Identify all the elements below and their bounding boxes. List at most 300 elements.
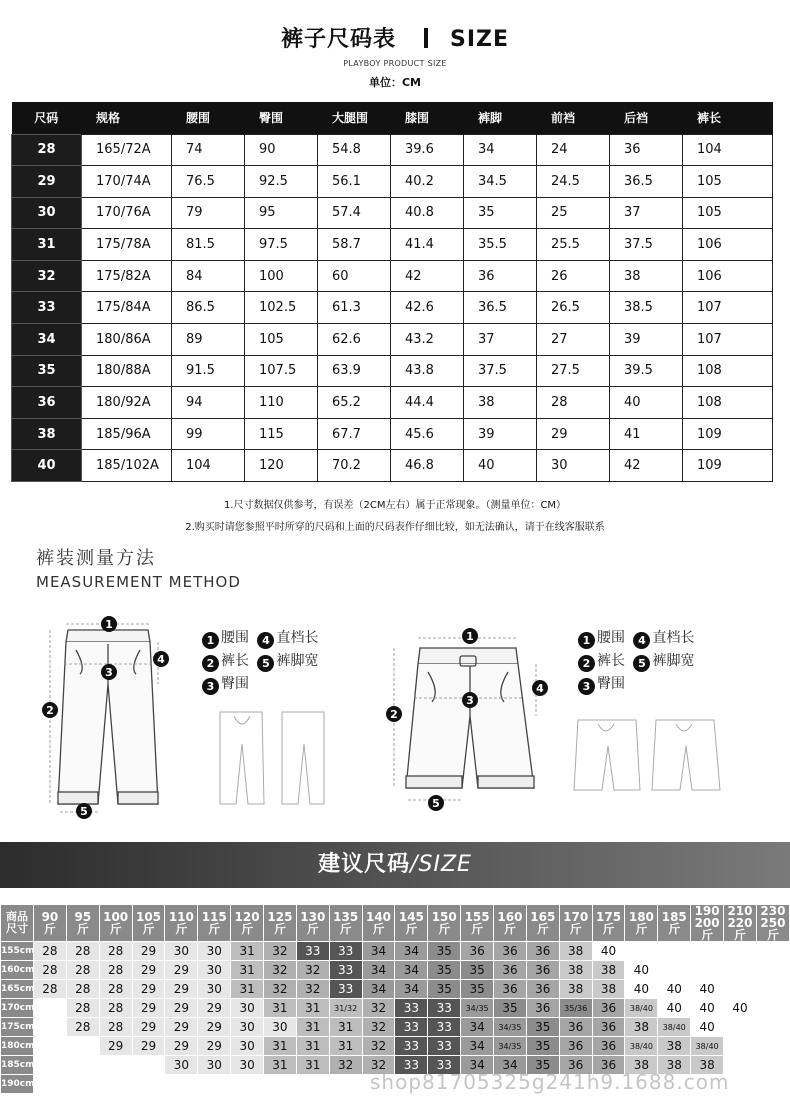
weight-value: 180 — [628, 910, 654, 924]
recommend-cell: 29 — [132, 942, 165, 961]
shop-watermark: shop81705325g241h9.1688.com — [370, 1070, 730, 1094]
weight-unit: 斤 — [76, 922, 89, 936]
recommend-cell: 34 — [395, 961, 428, 980]
legend-label: 臀围 — [597, 676, 625, 692]
size-cell: 65.2 — [318, 387, 391, 419]
size-cell: 104 — [172, 450, 245, 482]
size-cell: 62.6 — [318, 324, 391, 356]
recommend-cell: 34/35 — [494, 1018, 527, 1037]
weight-unit: 斤 — [273, 922, 286, 936]
size-cell: 180/86A — [82, 324, 172, 356]
svg-text:2: 2 — [46, 704, 54, 717]
pants-diagram — [36, 614, 186, 824]
title-cn: 裤子尺码表 — [280, 27, 396, 52]
weight-col-header — [559, 905, 592, 942]
svg-text:4: 4 — [536, 682, 544, 695]
recommend-row — [1, 942, 790, 961]
weight-unit: 斤 — [536, 922, 549, 936]
weight-unit: 斤 — [471, 922, 484, 936]
recommend-size-grid — [0, 904, 790, 1094]
recommend-cell: 30 — [198, 980, 231, 999]
size-cell: 70.2 — [318, 450, 391, 482]
recommend-cell: 34 — [362, 942, 395, 961]
recommend-cell: 40 — [592, 942, 625, 961]
page-title — [0, 22, 790, 53]
recommend-cell: 32 — [362, 1037, 395, 1056]
legend-label: 直档长 — [276, 630, 319, 646]
legend-row-2 — [578, 650, 694, 673]
note-1: 1.尺寸数据仅供参考，有误差（2CM左右）属于正常现象。（测量单位：CM） — [223, 500, 567, 511]
size-row — [12, 134, 773, 166]
size-cell: 175/82A — [82, 260, 172, 292]
weight-col-header — [428, 905, 461, 942]
size-code-cell: 36 — [12, 387, 82, 419]
weight-col-header — [296, 905, 329, 942]
weight-unit: 斤 — [405, 922, 418, 936]
weight-col-header — [34, 905, 67, 942]
recommend-row — [1, 1018, 790, 1037]
legend-label: 直档长 — [652, 630, 695, 646]
size-cell: 108 — [683, 387, 773, 419]
recommend-cell: 33 — [428, 1056, 461, 1075]
size-cell: 57.4 — [318, 197, 391, 229]
title-en: SIZE — [450, 27, 510, 52]
recommend-cell — [198, 1075, 231, 1094]
size-cell: 35.5 — [464, 229, 537, 261]
shorts-sketch-thumbnails — [570, 712, 730, 796]
size-table — [11, 102, 773, 482]
recommend-cell — [34, 1018, 67, 1037]
recommend-cell: 29 — [132, 961, 165, 980]
size-row — [12, 197, 773, 229]
recommend-cell: 31 — [296, 1056, 329, 1075]
svg-text:3: 3 — [466, 694, 474, 707]
size-cell: 84 — [172, 260, 245, 292]
weight-value: 155 — [464, 910, 490, 924]
size-cell: 79 — [172, 197, 245, 229]
recommend-cell — [756, 961, 789, 980]
recommend-cell: 36 — [526, 942, 559, 961]
size-cell: 97.5 — [245, 229, 318, 261]
size-cell: 46.8 — [391, 450, 464, 482]
height-header-cell: 180cm — [1, 1037, 34, 1056]
recommend-cell — [691, 961, 724, 980]
recommend-cell: 32 — [362, 999, 395, 1018]
weight-col-header — [66, 905, 99, 942]
size-cell: 37 — [610, 197, 683, 229]
size-cell: 95 — [245, 197, 318, 229]
weight-col-header — [395, 905, 428, 942]
size-cell: 36 — [610, 134, 683, 166]
recommend-cell: 28 — [34, 942, 67, 961]
recommend-cell: 28 — [66, 999, 99, 1018]
size-cell: 34.5 — [464, 166, 537, 198]
recommend-cell: 30 — [231, 999, 264, 1018]
recommend-cell: 34 — [362, 980, 395, 999]
weight-unit: 220斤 — [727, 916, 753, 942]
size-cell: 170/74A — [82, 166, 172, 198]
recommend-cell: 34/35 — [494, 1037, 527, 1056]
recommend-cell — [34, 1056, 67, 1075]
recommend-cell: 30 — [165, 1056, 198, 1075]
size-code-cell: 32 — [12, 260, 82, 292]
size-col-header: 尺码 — [12, 102, 82, 134]
recommend-cell: 38/40 — [691, 1037, 724, 1056]
weight-value: 115 — [201, 910, 227, 924]
recommend-cell: 32 — [296, 980, 329, 999]
size-code-cell: 38 — [12, 418, 82, 450]
weight-unit: 斤 — [438, 922, 451, 936]
recommend-cell: 36 — [461, 942, 494, 961]
size-cell: 120 — [245, 450, 318, 482]
weight-unit: 斤 — [569, 922, 582, 936]
recommend-cell: 29 — [165, 961, 198, 980]
weight-value: 120 — [234, 910, 260, 924]
recommend-cell — [264, 1075, 297, 1094]
weight-value: 105 — [135, 910, 162, 924]
recommend-cell: 31 — [264, 999, 297, 1018]
recommend-cell — [132, 1075, 165, 1094]
height-header-cell: 175cm — [1, 1018, 34, 1037]
recommend-cell: 35/36 — [559, 999, 592, 1018]
size-cell: 105 — [245, 324, 318, 356]
size-cell: 34 — [464, 134, 537, 166]
weight-col-header — [526, 905, 559, 942]
weight-unit: 斤 — [109, 922, 122, 936]
size-cell: 92.5 — [245, 166, 318, 198]
weight-value: 95 — [74, 910, 92, 924]
size-cell: 38 — [464, 387, 537, 419]
recommend-cell: 40 — [691, 980, 724, 999]
height-header-cell: 170cm — [1, 999, 34, 1018]
size-cell: 40 — [464, 450, 537, 482]
recommend-cell: 29 — [165, 1018, 198, 1037]
recommend-cell: 28 — [66, 942, 99, 961]
weight-value: 165 — [530, 910, 556, 924]
legend-label: 裤脚宽 — [276, 653, 319, 669]
recommend-cell: 28 — [34, 961, 67, 980]
size-cell: 105 — [683, 166, 773, 198]
size-cell: 27 — [537, 324, 610, 356]
size-cell: 91.5 — [172, 355, 245, 387]
recommend-cell: 32 — [362, 1056, 395, 1075]
size-table-header — [12, 102, 773, 134]
recommend-cell: 40 — [625, 980, 658, 999]
recommend-row — [1, 961, 790, 980]
recommend-cell: 30 — [165, 942, 198, 961]
weight-col-header — [264, 905, 297, 942]
size-cell: 109 — [683, 418, 773, 450]
recommend-cell: 29 — [198, 1018, 231, 1037]
size-cell: 74 — [172, 134, 245, 166]
size-cell: 105 — [683, 197, 773, 229]
recommend-cell — [625, 942, 658, 961]
recommend-cell: 28 — [99, 999, 132, 1018]
recommend-cell: 28 — [99, 961, 132, 980]
legend-num: 5 — [633, 655, 650, 672]
size-cell: 104 — [683, 134, 773, 166]
legend-row-3 — [202, 673, 318, 696]
weight-unit: 斤 — [241, 922, 254, 936]
legend-row-3 — [578, 673, 694, 696]
recommend-cell: 34 — [461, 1056, 494, 1075]
size-cell: 44.4 — [391, 387, 464, 419]
recommend-cell: 29 — [165, 1037, 198, 1056]
size-cell: 38.5 — [610, 292, 683, 324]
recommend-cell: 30 — [231, 1018, 264, 1037]
recommend-cell: 36 — [592, 1056, 625, 1075]
size-col-header: 膝围 — [391, 102, 464, 134]
legend-num: 2 — [578, 655, 595, 672]
recommend-cell: 29 — [132, 1037, 165, 1056]
svg-text:1: 1 — [466, 630, 474, 643]
recommend-cell: 33 — [395, 1037, 428, 1056]
size-row — [12, 292, 773, 324]
recommend-cell: 38 — [559, 980, 592, 999]
size-row — [12, 166, 773, 198]
recommend-cell — [99, 1056, 132, 1075]
weight-col-header — [165, 905, 198, 942]
weight-value: 145 — [398, 910, 424, 924]
recommend-cell: 38 — [658, 1037, 691, 1056]
recommend-cell — [756, 1037, 789, 1056]
recommend-size-banner — [0, 842, 790, 888]
recommend-cell: 36 — [559, 1018, 592, 1037]
weight-col-header — [592, 905, 625, 942]
legend-num: 1 — [202, 632, 219, 649]
size-cell: 94 — [172, 387, 245, 419]
recommend-cell: 35 — [428, 961, 461, 980]
svg-text:1: 1 — [105, 618, 113, 631]
weight-value: 230 — [760, 904, 786, 918]
legend-label: 腰围 — [221, 630, 249, 646]
svg-text:4: 4 — [157, 653, 165, 666]
legend-row-1 — [202, 627, 318, 650]
legend-num: 3 — [578, 678, 595, 695]
recommend-cell: 33 — [428, 999, 461, 1018]
recommend-cell: 30 — [198, 961, 231, 980]
size-cell: 29 — [537, 418, 610, 450]
recommend-cell: 32 — [264, 961, 297, 980]
legend-row-2 — [202, 650, 318, 673]
recommend-cell: 33 — [296, 942, 329, 961]
recommend-cell: 40 — [625, 961, 658, 980]
size-code-cell: 29 — [12, 166, 82, 198]
recommend-cell — [296, 1075, 329, 1094]
legend-num: 1 — [578, 632, 595, 649]
size-cell: 39.6 — [391, 134, 464, 166]
size-code-cell: 40 — [12, 450, 82, 482]
size-cell: 25.5 — [537, 229, 610, 261]
pants-sketch-thumbnails — [212, 704, 332, 808]
recommend-cell: 31 — [231, 942, 264, 961]
size-row — [12, 387, 773, 419]
size-cell: 76.5 — [172, 166, 245, 198]
size-cell: 42 — [391, 260, 464, 292]
recommend-cell: 35 — [526, 1056, 559, 1075]
pants-legend — [202, 627, 318, 696]
size-cell: 89 — [172, 324, 245, 356]
recommend-cell: 31 — [264, 1037, 297, 1056]
recommend-cell: 35 — [526, 1037, 559, 1056]
recommend-cell — [724, 961, 757, 980]
recommend-cell: 35 — [428, 980, 461, 999]
brand-subtitle: PLAYBOY PRODUCT SIZE — [343, 59, 447, 68]
recommend-cell: 36 — [559, 1056, 592, 1075]
size-col-header: 前裆 — [537, 102, 610, 134]
recommend-title-en: SIZE — [418, 852, 472, 877]
size-cell: 170/76A — [82, 197, 172, 229]
recommend-cell: 30 — [231, 1056, 264, 1075]
weight-value: 150 — [431, 910, 457, 924]
size-col-header: 臀围 — [245, 102, 318, 134]
size-code-cell: 35 — [12, 355, 82, 387]
shorts-diagram — [384, 620, 554, 816]
size-cell: 165/72A — [82, 134, 172, 166]
weight-value: 175 — [596, 910, 622, 924]
recommend-cell: 29 — [198, 999, 231, 1018]
weight-col-header — [625, 905, 658, 942]
recommend-cell — [756, 1018, 789, 1037]
recommend-cell — [34, 1075, 67, 1094]
corner-top: 商品 — [6, 910, 28, 923]
measurement-title-en: MEASUREMENT METHOD — [36, 573, 241, 591]
recommend-cell: 36 — [559, 1037, 592, 1056]
weight-col-header — [231, 905, 264, 942]
size-cell: 180/88A — [82, 355, 172, 387]
recommend-cell: 29 — [132, 980, 165, 999]
size-row — [12, 418, 773, 450]
recommend-cell — [724, 1037, 757, 1056]
recommend-cell: 32 — [264, 980, 297, 999]
size-cell: 107.5 — [245, 355, 318, 387]
weight-col-header — [362, 905, 395, 942]
recommend-cell: 40 — [691, 999, 724, 1018]
recommend-cell: 38 — [592, 961, 625, 980]
size-col-header: 裤脚 — [464, 102, 537, 134]
recommend-cell — [658, 942, 691, 961]
recommend-cell: 31/32 — [329, 999, 362, 1018]
recommend-cell: 35 — [428, 942, 461, 961]
size-cell: 56.1 — [318, 166, 391, 198]
size-cell: 36.5 — [464, 292, 537, 324]
weight-unit: 斤 — [372, 922, 385, 936]
weight-value: 130 — [300, 910, 326, 924]
size-cell: 107 — [683, 292, 773, 324]
weight-unit: 斤 — [175, 922, 188, 936]
legend-num: 2 — [202, 655, 219, 672]
height-header-cell: 165cm — [1, 980, 34, 999]
recommend-cell: 40 — [724, 999, 757, 1018]
recommend-cell: 34 — [395, 942, 428, 961]
recommend-cell: 33 — [329, 942, 362, 961]
size-cell: 90 — [245, 134, 318, 166]
size-cell: 175/84A — [82, 292, 172, 324]
weight-unit: 斤 — [668, 922, 681, 936]
size-cell: 63.9 — [318, 355, 391, 387]
size-cell: 26.5 — [537, 292, 610, 324]
recommend-cell: 38 — [625, 1056, 658, 1075]
weight-unit: 斤 — [43, 922, 56, 936]
weight-unit: 200斤 — [694, 916, 720, 942]
weight-unit: 斤 — [602, 922, 615, 936]
size-cell: 37.5 — [610, 229, 683, 261]
legend-num: 5 — [257, 655, 274, 672]
size-col-header: 后裆 — [610, 102, 683, 134]
weight-col-header — [691, 905, 724, 942]
size-cell: 41.4 — [391, 229, 464, 261]
notes — [0, 495, 790, 539]
weight-col-header — [658, 905, 691, 942]
recommend-cell: 33 — [395, 1018, 428, 1037]
grid-corner — [1, 905, 34, 942]
size-cell: 58.7 — [318, 229, 391, 261]
recommend-cell: 36 — [526, 961, 559, 980]
svg-text:3: 3 — [105, 666, 113, 679]
shorts-legend — [578, 627, 694, 696]
recommend-cell: 32 — [362, 1018, 395, 1037]
weight-unit: 斤 — [142, 922, 155, 936]
recommend-cell: 29 — [132, 999, 165, 1018]
recommend-cell — [724, 942, 757, 961]
recommend-cell: 30 — [198, 942, 231, 961]
size-row — [12, 450, 773, 482]
weight-col-header — [724, 905, 757, 942]
size-cell: 110 — [245, 387, 318, 419]
weight-value: 110 — [168, 910, 194, 924]
recommend-cell: 29 — [132, 1018, 165, 1037]
size-col-header: 裤长 — [683, 102, 773, 134]
recommend-cell: 40 — [691, 1018, 724, 1037]
size-cell: 28 — [537, 387, 610, 419]
size-row — [12, 355, 773, 387]
size-cell: 36.5 — [610, 166, 683, 198]
recommend-cell: 30 — [231, 1037, 264, 1056]
size-cell: 41 — [610, 418, 683, 450]
recommend-row — [1, 999, 790, 1018]
recommend-cell — [34, 1037, 67, 1056]
recommend-cell: 33 — [428, 1037, 461, 1056]
recommend-cell — [658, 961, 691, 980]
legend-label: 裤脚宽 — [652, 653, 695, 669]
recommend-cell — [66, 1075, 99, 1094]
legend-num: 4 — [633, 632, 650, 649]
recommend-cell: 31 — [231, 980, 264, 999]
size-cell: 86.5 — [172, 292, 245, 324]
recommend-cell: 34 — [362, 961, 395, 980]
recommend-cell: 31 — [329, 1037, 362, 1056]
weight-value: 185 — [661, 910, 687, 924]
size-cell: 106 — [683, 260, 773, 292]
weight-value: 90 — [41, 910, 59, 924]
recommend-row — [1, 980, 790, 999]
size-cell: 30 — [537, 450, 610, 482]
recommend-cell: 34 — [461, 1018, 494, 1037]
height-header-cell: 185cm — [1, 1056, 34, 1075]
size-cell: 106 — [683, 229, 773, 261]
recommend-cell — [756, 999, 789, 1018]
size-cell: 108 — [683, 355, 773, 387]
recommend-cell — [132, 1056, 165, 1075]
recommend-cell: 29 — [198, 1037, 231, 1056]
size-cell: 27.5 — [537, 355, 610, 387]
svg-text:5: 5 — [80, 805, 88, 818]
recommend-cell: 34 — [395, 980, 428, 999]
weight-value: 210 — [727, 904, 753, 918]
recommend-cell: 38/40 — [658, 1018, 691, 1037]
svg-text:2: 2 — [390, 708, 398, 721]
recommend-cell: 31 — [296, 999, 329, 1018]
